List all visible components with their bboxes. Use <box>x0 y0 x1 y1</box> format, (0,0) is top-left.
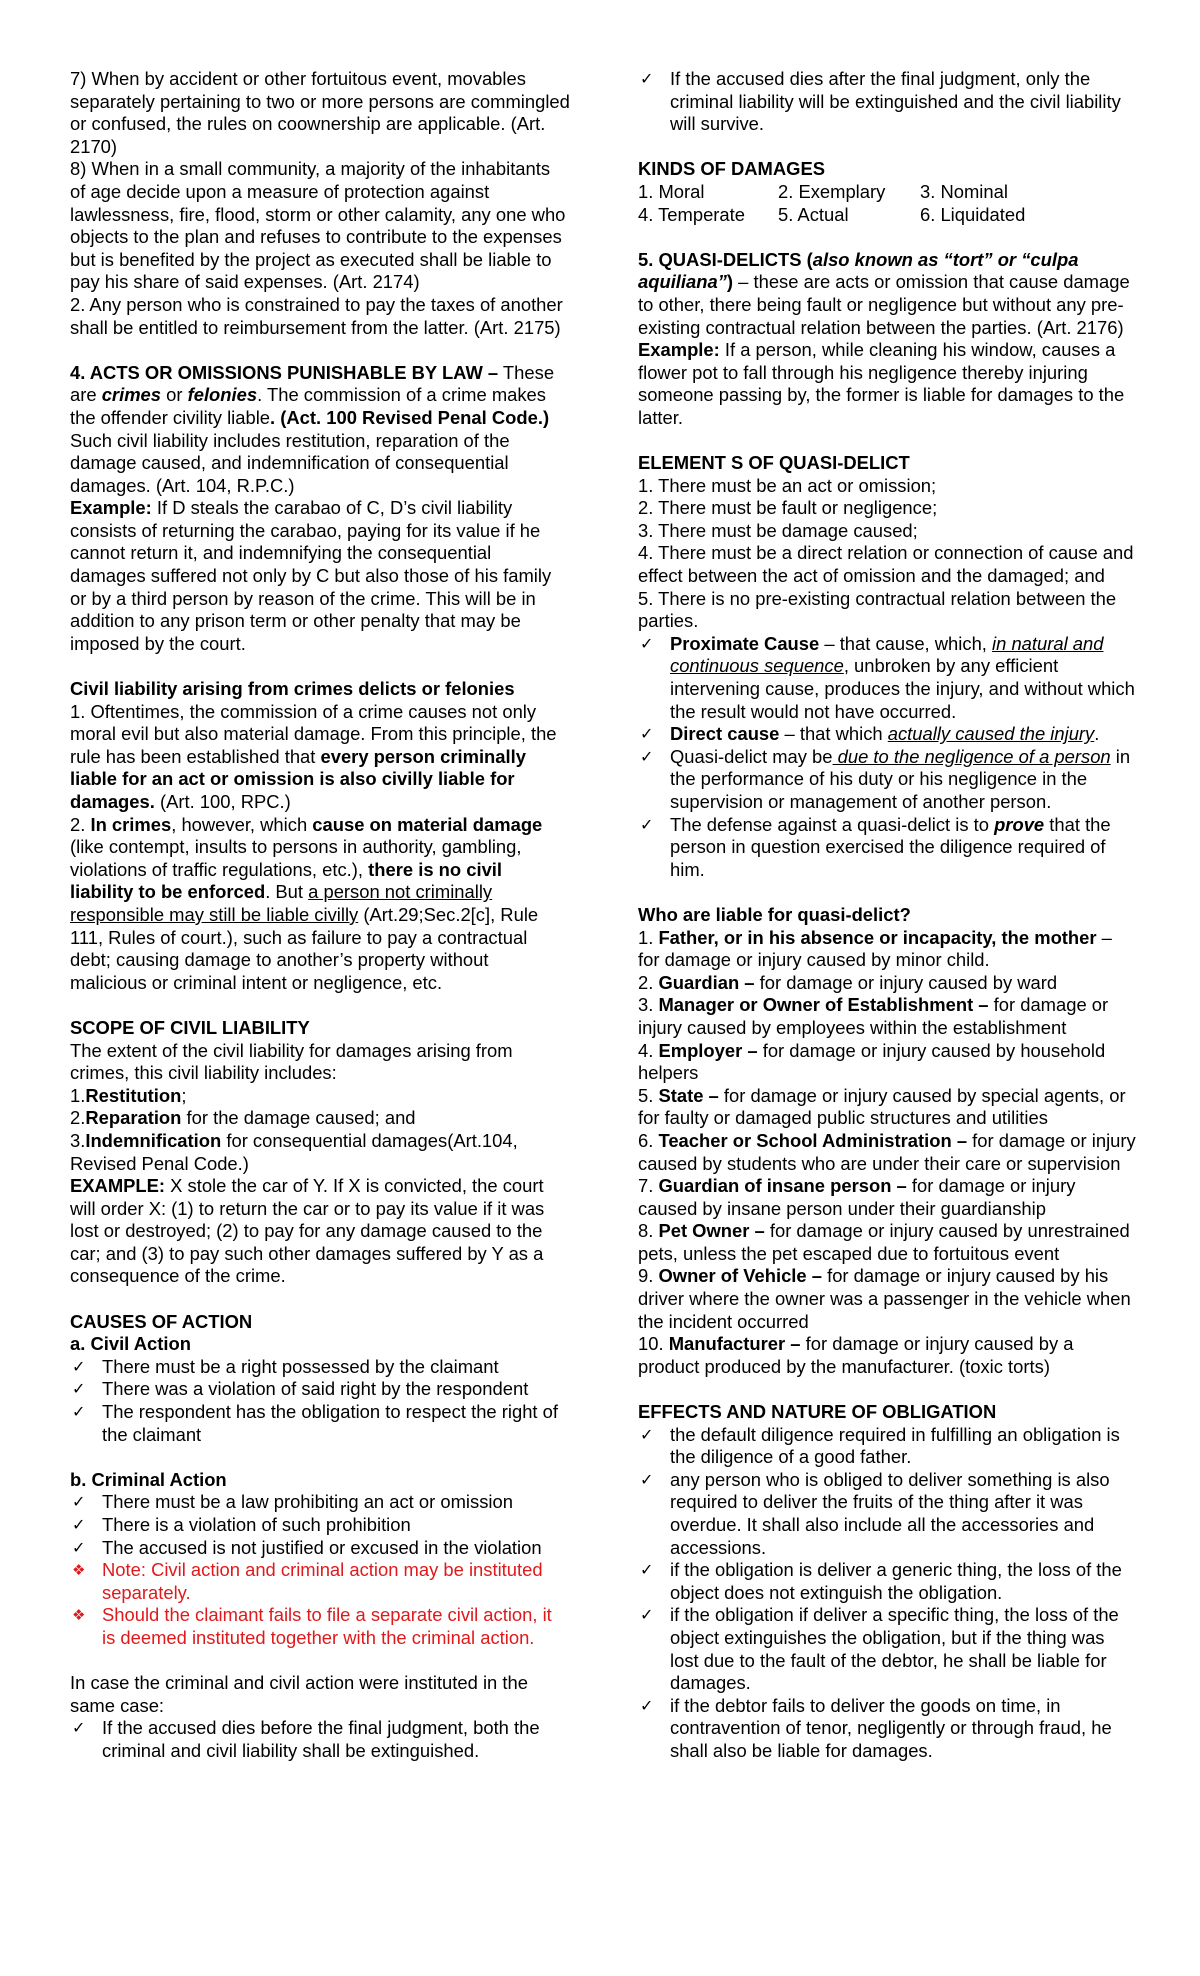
damage-item: 2. Exemplary <box>778 180 886 202</box>
example-flower-pot: Example: If a person, while cleaning his window, causes a flower pot to fall through his negligence thereby injuring someone passing by, the former is liable for damages to the latter. <box>638 339 1125 428</box>
damage-item: 4. Temperate <box>638 203 746 225</box>
civil-liability-point-2: 2. In crimes, however, which cause on material damage (like contempt, insults to persons in authority, gambling, violations of traffic regulations, etc.), there is no civil liability to be enforced. But a person not criminally responsible may still be liable civilly (Art.29;Sec.2[c], Rule 111, Rules of court.), such as failure to pay a contractual debt; causing damage to another’s property without malicious or criminal intent or negligence, etc. <box>70 813 543 993</box>
check-direct-cause: ✓ Direct cause – that which actually caused the injury. <box>638 723 1138 746</box>
section-quasi-delicts: 5. QUASI-DELICTS (also known as “tort” or “culpa aquiliana”) – these are acts or omission that cause damage to other, there being fault or negligence but without any pre-existing contractual relation between the parties. (Art. 2176) <box>638 248 1130 338</box>
element-item: 5. There is no pre-existing contractual relation between the parties. <box>638 587 1117 632</box>
check-list-item: ✓ The accused is not justified or excused in the violation <box>70 1537 570 1560</box>
heading-elements: ELEMENT S OF QUASI-DELICT <box>638 452 910 474</box>
damage-item: 1. Moral <box>638 180 705 202</box>
check-defense: ✓ The defense against a quasi-delict is to prove that the person in question exercised the diligence required of him. <box>638 814 1138 882</box>
civil-liability-point-1: 1. Oftentimes, the commission of a crime causes not only moral evil but also material damage. From this principle, the rule has been established that every person criminally liable for an act or omission is also civilly liable for damages. (Art. 100, RPC.) <box>70 700 557 812</box>
damages-table <box>638 181 1138 226</box>
heading-effects: EFFECTS AND NATURE OF OBLIGATION <box>638 1401 997 1423</box>
check-list-item: ✓ If the accused dies before the final judgment, both the criminal and civil liability shall be extinguished. <box>70 1717 570 1762</box>
paragraph-art-2174: 8) When in a small community, a majority of the inhabitants of age decide upon a measure of protection against lawlessness, fire, flood, storm or other calamity, any one who objects to the plan and refuses to contribute to the expenses but is benefited by the project as executed shall be liable to pay his share of said expenses. (Art. 2174) <box>70 158 566 293</box>
check-proximate-cause: ✓ Proximate Cause – that cause, which, in natural and continuous sequence, unbroken by any efficient intervening cause, produces the injury, and without which the result would not have occurred. <box>638 633 1138 723</box>
check-negligence: ✓ Quasi-delict may be due to the negligence of a person in the performance of his duty or his negligence in the supervision or management of another person. <box>638 746 1138 814</box>
check-list-item: ✓ any person who is obliged to deliver something is also required to deliver the fruits of the thing after it was overdue. It shall also include all the accessories and accessions. <box>638 1469 1138 1559</box>
section-heading: 4. ACTS OR OMISSIONS PUNISHABLE BY LAW – <box>70 361 499 383</box>
check-list-item: ✓ If the accused dies after the final judgment, only the criminal liability will be extinguished and the civil liability will survive. <box>638 68 1138 136</box>
liable-item: 9. Owner of Vehicle – for damage or injury caused by his driver where the owner was a passenger in the vehicle when the incident occurred <box>638 1265 1131 1332</box>
subheading-criminal-action: b. Criminal Action <box>70 1468 227 1490</box>
example-carabao: Example: If D steals the carabao of C, D’s civil liability consists of returning the carabao, paying for its value if he cannot return it, and indemnifying the consequential damages suffered not only by C but also those of his family or by a third person by reason of the crime. This will be in addition to any prison term or other penalty that may be imposed by the court. <box>70 497 552 654</box>
subheading-civil-liability: Civil liability arising from crimes delicts or felonies <box>70 678 515 700</box>
liable-item: 6. Teacher or School Administration – for damage or injury caused by students who are under their care or supervision <box>638 1129 1136 1174</box>
same-case-intro: In case the criminal and civil action were instituted in the same case: <box>70 1672 528 1716</box>
damage-item: 6. Liquidated <box>920 203 1026 225</box>
check-list-item: ✓ There is a violation of such prohibition <box>70 1514 570 1537</box>
subheading-civil-action: a. Civil Action <box>70 1333 191 1355</box>
scope-item-reparation: 2.Reparation for the damage caused; and <box>70 1107 416 1129</box>
element-item: 4. There must be a direct relation or connection of cause and effect between the act of omission and the damaged; and <box>638 542 1134 587</box>
element-item: 3. There must be damage caused; <box>638 519 918 541</box>
check-list-item: ✓ if the obligation is deliver a generic thing, the loss of the object does not extinguish the obligation. <box>638 1559 1138 1604</box>
heading-kinds-of-damages: KINDS OF DAMAGES <box>638 158 825 180</box>
check-list-item: ✓ if the obligation if deliver a specific thing, the loss of the object extinguishes the obligation, but if the thing was lost due to the fault of the debtor, he shall be liable for damages. <box>638 1604 1138 1694</box>
heading-causes-of-action: CAUSES OF ACTION <box>70 1310 253 1332</box>
liable-item: 4. Employer – for damage or injury caused by household helpers <box>638 1039 1106 1084</box>
example-car: EXAMPLE: X stole the car of Y. If X is convicted, the court will order X: (1) to return the car or to pay its value if it was lost or destroyed; (2) to pay for any damage caused to the car; and (3) to pay such other damages suffered by Y as a consequence of the crime. <box>70 1175 545 1287</box>
check-list-item: ✓ The respondent has the obligation to respect the right of the claimant <box>70 1401 570 1446</box>
scope-intro: The extent of the civil liability for damages arising from crimes, this civil liability includes: <box>70 1039 513 1084</box>
liable-item: 3. Manager or Owner of Establishment – for damage or injury caused by employees within the establishment <box>638 994 1109 1038</box>
liable-item: 7. Guardian of insane person – for damage or injury caused by insane person under their guardianship <box>638 1175 1076 1219</box>
note-red: ❖ Note: Civil action and criminal action may be instituted separately. <box>70 1559 570 1604</box>
liable-item: 5. State – for damage or injury caused by special agents, or for faulty or damaged public structures and utilities <box>638 1084 1126 1129</box>
damage-item: 3. Nominal <box>920 180 1008 202</box>
check-list-item: ✓ There was a violation of said right by the respondent <box>70 1378 570 1401</box>
heading-who-are-liable: Who are liable for quasi-delict? <box>638 903 911 925</box>
paragraph-art-2170: 7) When by accident or other fortuitous event, movables separately pertaining to two or more persons are commingled or confused, the rules on coownership are applicable. (Art. 2170) <box>70 68 570 157</box>
check-list-item: ✓ There must be a law prohibiting an act or omission <box>70 1491 570 1514</box>
element-item: 1. There must be an act or omission; <box>638 474 937 496</box>
liable-item: 1. Father, or in his absence or incapacity, the mother – for damage or injury caused by minor child. <box>638 926 1112 971</box>
liable-item: 2. Guardian – for damage or injury caused by ward <box>638 971 1058 993</box>
damage-item: 5. Actual <box>778 203 849 225</box>
left-column <box>70 68 570 1763</box>
heading-scope: SCOPE OF CIVIL LIABILITY <box>70 1016 310 1038</box>
note-red: ❖ Should the claimant fails to file a separate civil action, it is deemed instituted together with the criminal action. <box>70 1604 570 1649</box>
liable-item: 10. Manufacturer – for damage or injury caused by a product produced by the manufacturer. (toxic torts) <box>638 1333 1074 1377</box>
check-list-item: ✓ There must be a right possessed by the claimant <box>70 1356 570 1379</box>
check-list-item: ✓ the default diligence required in fulfilling an obligation is the diligence of a good father. <box>638 1424 1138 1469</box>
right-column <box>638 68 1138 1763</box>
section-acts-punishable: 4. ACTS OR OMISSIONS PUNISHABLE BY LAW – These are crimes or felonies. The commission of a crime makes the offender civility liable. (Act. 100 Revised Penal Code.) Such civil liability includes restitution, reparation of the damage caused, and indemnification of consequential damages. (Art. 104, R.P.C.) <box>70 361 555 496</box>
check-list-item: ✓ if the debtor fails to deliver the goods on time, in contravention of tenor, negligently or through fraud, he shall also be liable for damages. <box>638 1695 1138 1763</box>
element-item: 2. There must be fault or negligence; <box>638 497 938 519</box>
scope-item-restitution: 1.Restitution; <box>70 1084 187 1106</box>
liable-item: 8. Pet Owner – for damage or injury caused by unrestrained pets, unless the pet escaped due to fortuitous event <box>638 1220 1130 1264</box>
scope-item-indemnification: 3.Indemnification for consequential damages(Art.104, Revised Penal Code.) <box>70 1129 518 1174</box>
paragraph-art-2175: 2. Any person who is constrained to pay the taxes of another shall be entitled to reimbursement from the latter. (Art. 2175) <box>70 293 563 338</box>
